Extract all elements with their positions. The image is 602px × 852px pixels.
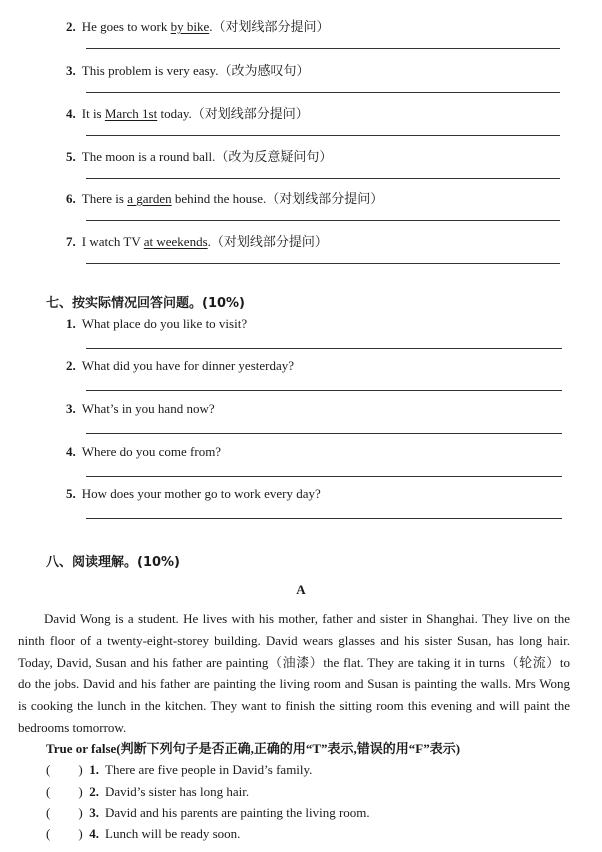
answer-line[interactable] — [86, 476, 562, 477]
underlined-phrase: March 1st — [104, 106, 158, 121]
question-6-2 — [66, 16, 329, 35]
statement-text: David’s sister has long hair. — [105, 784, 250, 799]
answer-line[interactable] — [86, 92, 560, 93]
question-number: 7. — [66, 234, 76, 249]
tf-item-1 — [46, 762, 312, 778]
answer-line[interactable] — [86, 263, 560, 264]
question-text-pre: He goes to work — [81, 19, 171, 34]
question-number: 3. — [66, 63, 76, 78]
statement-text: There are five people in David’s family. — [105, 762, 313, 777]
statement-text: David and his parents are painting the living room. — [105, 805, 370, 820]
question-number: 4. — [66, 444, 76, 459]
question-number: 6. — [66, 191, 76, 206]
question-text: How does your mother go to work every day? — [81, 486, 321, 501]
question-number: 5. — [66, 149, 76, 164]
answer-bracket[interactable]: ( ) — [46, 826, 83, 841]
answer-bracket[interactable]: ( ) — [46, 762, 83, 777]
answer-line[interactable] — [86, 220, 560, 221]
tf-item-2 — [46, 784, 249, 800]
answer-line[interactable] — [86, 433, 562, 434]
question-7-1 — [66, 316, 247, 332]
question-number: 1. — [89, 762, 99, 777]
question-6-3 — [66, 60, 309, 79]
question-6-6 — [66, 188, 383, 207]
underlined-phrase: by bike — [170, 19, 210, 34]
question-7-4 — [66, 444, 221, 460]
question-7-5 — [66, 486, 321, 502]
answer-line[interactable] — [86, 178, 560, 179]
question-text-pre: I watch TV — [81, 234, 144, 249]
question-number: 3. — [89, 805, 99, 820]
question-number: 2. — [89, 784, 99, 799]
underlined-phrase: at weekends — [143, 234, 208, 249]
tf-item-4 — [46, 826, 240, 842]
question-text-post: today.（对划线部分提问） — [157, 106, 309, 121]
question-text-post: .（对划线部分提问） — [209, 19, 330, 34]
question-text-post: behind the house.（对划线部分提问） — [171, 191, 384, 206]
question-number: 1. — [66, 316, 76, 331]
question-text: Where do you come from? — [81, 444, 222, 459]
answer-line[interactable] — [86, 390, 562, 391]
section-7-title: 七、按实际情况回答问题。(10%) — [46, 296, 245, 311]
question-number: 4. — [66, 106, 76, 121]
question-6-5 — [66, 146, 332, 165]
passage-label: A — [296, 582, 306, 597]
question-text: What’s in you hand now? — [81, 401, 215, 416]
answer-line[interactable] — [86, 518, 562, 519]
answer-line[interactable] — [86, 135, 560, 136]
statement-text: Lunch will be ready soon. — [105, 826, 241, 841]
question-text-pre: This problem is very easy.（改为感叹句） — [81, 63, 310, 78]
question-number: 3. — [66, 401, 76, 416]
question-text-pre: It is — [81, 106, 105, 121]
question-text-pre: The moon is a round ball.（改为反意疑问句） — [81, 149, 333, 164]
question-number: 2. — [66, 19, 76, 34]
question-text: What place do you like to visit? — [81, 316, 248, 331]
answer-line[interactable] — [86, 348, 562, 349]
underlined-phrase: a garden — [127, 191, 172, 206]
question-7-3 — [66, 401, 215, 417]
reading-passage: David Wong is a student. He lives with his mother, father and sister in Shanghai. They live on the ninth floor of a twenty-eight-storey building. David wears glasses and his sister Susan, has long hair. Today, David, Susan and his father are painting（油漆）the flat. They are taking it in turns（轮流）to do the jobs. David and his father are painting the living room and Susan is painting the walls. Mrs Wong is cooking the lunch in the kitchen. They want to finish the sitting room this evening and will paint the bedrooms tomorrow. — [18, 611, 570, 735]
question-text-pre: There is — [81, 191, 128, 206]
question-text-post: .（对划线部分提问） — [207, 234, 328, 249]
section-8-title: 八、阅读理解。(10%) — [46, 555, 180, 570]
answer-bracket[interactable]: ( ) — [46, 784, 83, 799]
question-7-2 — [66, 358, 294, 374]
question-6-7 — [66, 231, 328, 250]
true-false-instructions: True or false(判断下列句子是否正确,正确的用“T”表示,错误的用“F”表示) — [46, 741, 461, 756]
question-number: 2. — [66, 358, 76, 373]
question-text: What did you have for dinner yesterday? — [81, 358, 295, 373]
answer-bracket[interactable]: ( ) — [46, 805, 83, 820]
tf-item-3 — [46, 805, 370, 821]
question-6-4 — [66, 103, 309, 122]
question-number: 4. — [89, 826, 99, 841]
question-number: 5. — [66, 486, 76, 501]
answer-line[interactable] — [86, 48, 560, 49]
